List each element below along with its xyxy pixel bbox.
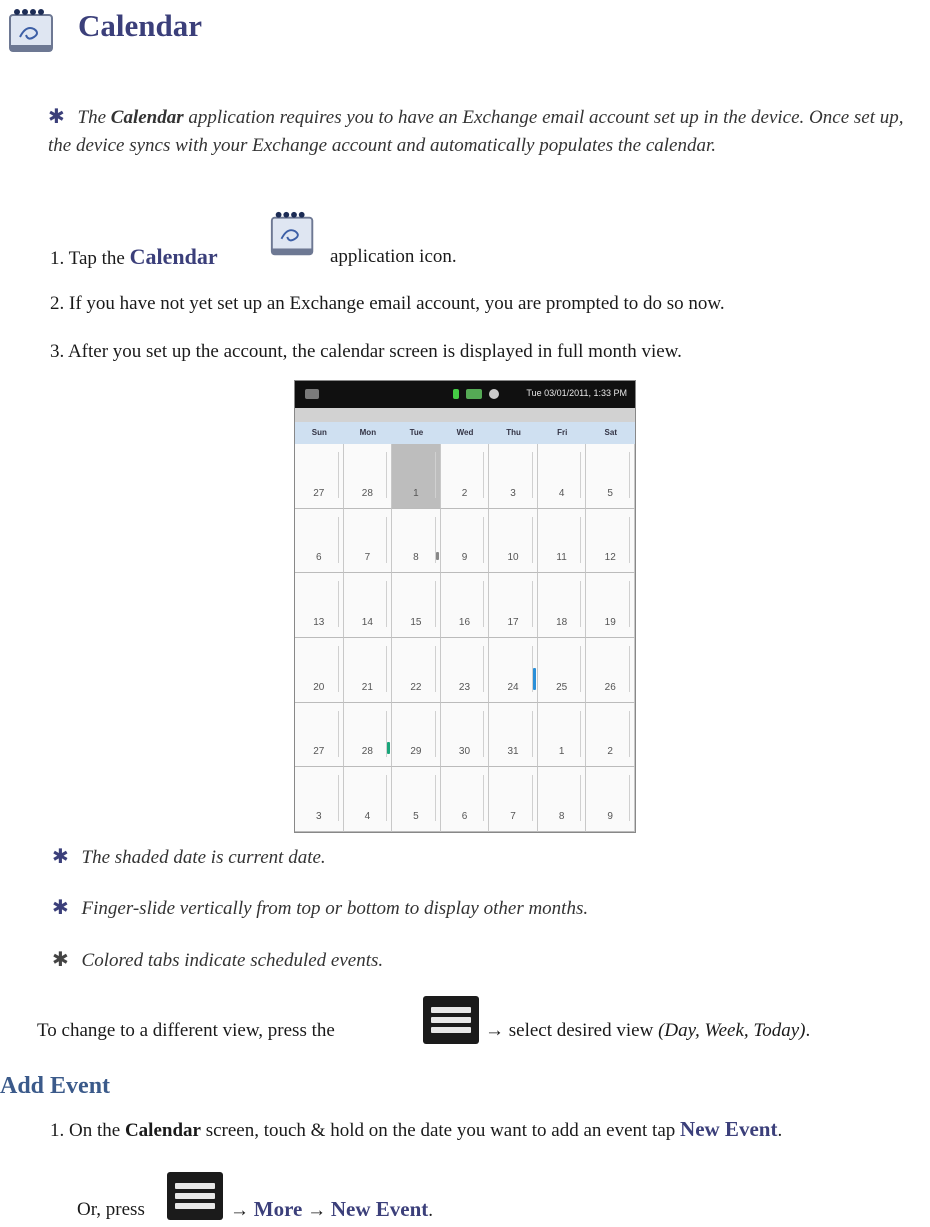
- day-number: 8: [413, 552, 419, 564]
- day-number: 28: [361, 746, 373, 758]
- day-cell[interactable]: [441, 509, 490, 574]
- day-number: 18: [556, 616, 568, 628]
- day-number: 31: [507, 746, 519, 758]
- period: .: [805, 1020, 811, 1041]
- weekday-label: Fri: [557, 428, 568, 437]
- weekday-label: Sun: [311, 428, 327, 437]
- day-number: 10: [507, 552, 519, 564]
- day-cell[interactable]: [344, 509, 393, 574]
- day-number: 30: [458, 746, 471, 758]
- weekday-label: Tue: [409, 428, 424, 437]
- day-number: 6: [461, 810, 468, 822]
- period: .: [428, 1200, 433, 1221]
- day-number: 2: [607, 746, 613, 758]
- battery-icon: [466, 389, 482, 399]
- day-cell[interactable]: [489, 573, 538, 638]
- event-tab[interactable]: [436, 552, 439, 560]
- calendar-app-icon-inline: [268, 207, 320, 268]
- day-cell[interactable]: [392, 767, 441, 832]
- status-time: Tue 03/01/2011, 1:33 PM: [526, 388, 627, 398]
- new-event-label: New Event: [330, 1197, 429, 1221]
- day-cell[interactable]: [344, 444, 393, 509]
- step-number: 2.: [50, 293, 65, 314]
- day-cell[interactable]: [489, 638, 538, 703]
- day-cell[interactable]: [538, 703, 587, 768]
- day-cell[interactable]: [441, 703, 490, 768]
- asterisk-icon: ✱: [52, 949, 69, 971]
- step-1: [50, 244, 218, 270]
- day-number: 15: [410, 616, 422, 628]
- alarm-icon: [489, 389, 499, 399]
- day-cell[interactable]: [586, 638, 635, 703]
- status-bar: [295, 381, 635, 408]
- day-number: 24: [507, 681, 519, 693]
- day-number: 9: [461, 552, 468, 564]
- day-cell[interactable]: [538, 509, 587, 574]
- day-cell[interactable]: [489, 767, 538, 832]
- note-text: Colored tabs indicate scheduled events.: [81, 950, 384, 971]
- day-number: 14: [361, 616, 373, 628]
- change-view-tail: [485, 1020, 810, 1042]
- day-cell[interactable]: [441, 767, 490, 832]
- day-number: 6: [316, 552, 322, 564]
- day-number: 25: [556, 681, 568, 693]
- day-number: 1: [558, 746, 565, 758]
- day-number: 21: [361, 681, 373, 693]
- day-cell[interactable]: [489, 509, 538, 574]
- period: .: [777, 1120, 783, 1141]
- day-number: 27: [313, 487, 325, 499]
- note-finger-slide: [52, 894, 588, 923]
- day-number: 26: [604, 681, 616, 693]
- day-cell[interactable]: [295, 638, 344, 703]
- event-tab[interactable]: [387, 742, 390, 754]
- day-number: 16: [458, 616, 471, 628]
- day-number: 20: [313, 681, 325, 693]
- note-shaded-date: [52, 843, 326, 872]
- day-cell[interactable]: [392, 638, 441, 703]
- arrow-icon: →: [485, 1020, 504, 1041]
- step-number: 1.: [50, 1120, 65, 1141]
- day-number: 11: [556, 552, 567, 564]
- step-1-tail: application icon.: [330, 246, 457, 267]
- menu-key-icon: [167, 1172, 223, 1220]
- day-cell[interactable]: [538, 573, 587, 638]
- intro-note-text: The: [77, 107, 111, 128]
- day-number: 1: [413, 487, 419, 499]
- day-number: 7: [364, 552, 371, 564]
- day-number: 5: [413, 810, 419, 822]
- view-options: (Day, Week, Today): [658, 1020, 806, 1041]
- weekday-label: Sat: [604, 428, 617, 437]
- more-label: More: [253, 1197, 303, 1221]
- day-cell[interactable]: [586, 509, 635, 574]
- menu-key-icon: [423, 996, 479, 1044]
- note-colored-tabs: [52, 946, 383, 975]
- day-cell[interactable]: [295, 573, 344, 638]
- page-title: Calendar: [78, 8, 202, 43]
- day-cell[interactable]: [586, 703, 635, 768]
- section-heading: Add Event: [0, 1073, 111, 1099]
- day-cell[interactable]: [489, 703, 538, 768]
- calendar-bold: Calendar: [124, 1120, 201, 1141]
- step-number: 3.: [50, 341, 65, 362]
- day-number: 27: [313, 746, 325, 758]
- day-cell[interactable]: [392, 444, 441, 509]
- day-cell[interactable]: [586, 767, 635, 832]
- day-number: 13: [313, 616, 325, 628]
- day-number: 3: [316, 810, 322, 822]
- intro-note-text-rest: application requires you to have an Exchange email account set up in the device. Once set up, the device syncs with your Exchange account and automatically populates the calendar.: [48, 107, 904, 156]
- day-number: 2: [461, 487, 468, 499]
- step-number: 1.: [50, 248, 65, 269]
- day-number: 23: [458, 681, 471, 693]
- weekday-label: Wed: [456, 428, 474, 437]
- step-text: Tap the: [68, 248, 130, 269]
- change-view-text: To change to a different view, press the: [37, 1020, 335, 1041]
- or-press-tail: [230, 1197, 433, 1222]
- day-cell[interactable]: [295, 767, 344, 832]
- day-number: 12: [604, 552, 616, 564]
- intro-note: [48, 103, 928, 160]
- step-text: If you have not yet set up an Exchange email account, you are prompted to do so now.: [69, 293, 725, 314]
- signal-icon: [453, 389, 459, 399]
- day-cell[interactable]: [538, 444, 587, 509]
- day-cell[interactable]: [538, 767, 587, 832]
- weekday-header: [295, 422, 635, 444]
- day-cell[interactable]: [344, 573, 393, 638]
- day-number: 7: [510, 810, 516, 822]
- calendar-app-icon: [6, 5, 60, 57]
- day-number: 22: [410, 681, 422, 693]
- change-view-select: select desired view: [504, 1020, 659, 1041]
- weekday-label: Thu: [506, 428, 521, 437]
- day-cell[interactable]: [344, 767, 393, 832]
- day-cell[interactable]: [441, 444, 490, 509]
- day-cell[interactable]: [295, 444, 344, 509]
- asterisk-icon: ✱: [52, 897, 69, 919]
- day-number: 28: [361, 487, 373, 499]
- event-tab[interactable]: [533, 668, 536, 690]
- calendar-screenshot: [294, 380, 636, 833]
- day-cell[interactable]: [489, 444, 538, 509]
- intro-note-bold: Calendar: [110, 107, 184, 128]
- day-number: 3: [510, 487, 516, 499]
- day-cell[interactable]: [392, 509, 441, 574]
- arrow-icon: →: [230, 1200, 249, 1221]
- day-cell[interactable]: [344, 638, 393, 703]
- day-cell[interactable]: [441, 573, 490, 638]
- step-text: After you set up the account, the calendar screen is displayed in full month view.: [67, 341, 682, 362]
- day-cell[interactable]: [586, 444, 635, 509]
- day-number: 17: [507, 616, 519, 628]
- weekday-label: Mon: [359, 428, 377, 437]
- day-number: 5: [607, 487, 613, 499]
- asterisk-icon: ✱: [52, 846, 69, 868]
- new-event-label: New Event: [680, 1117, 778, 1141]
- day-number: 19: [604, 616, 616, 628]
- day-number: 4: [558, 487, 565, 499]
- day-cell[interactable]: [392, 573, 441, 638]
- day-cell[interactable]: [392, 703, 441, 768]
- day-number: 29: [410, 746, 422, 758]
- day-number: 4: [364, 810, 371, 822]
- note-text: The shaded date is current date.: [81, 847, 326, 868]
- notification-icon: [305, 389, 319, 399]
- note-text: Finger-slide vertically from top or bottom to display other months.: [81, 898, 589, 919]
- step-3: [50, 341, 682, 363]
- day-cell[interactable]: [441, 638, 490, 703]
- step-2: [50, 293, 725, 315]
- month-grid: [295, 444, 635, 832]
- calendar-link: Calendar: [129, 244, 218, 269]
- title-bar: [295, 408, 635, 422]
- or-press-text: Or, press: [77, 1199, 145, 1220]
- day-cell[interactable]: [295, 703, 344, 768]
- day-number: 9: [607, 810, 613, 822]
- arrow-icon: →: [307, 1200, 327, 1221]
- asterisk-icon: ✱: [48, 106, 65, 128]
- day-cell[interactable]: [538, 638, 587, 703]
- day-number: 8: [558, 810, 565, 822]
- step-text-mid: screen, touch & hold on the date you want to add an event tap: [200, 1120, 681, 1141]
- step-text: On the: [69, 1120, 125, 1141]
- day-cell[interactable]: [295, 509, 344, 574]
- day-cell[interactable]: [586, 573, 635, 638]
- day-cell[interactable]: [344, 703, 393, 768]
- add-event-step-1: [50, 1114, 910, 1146]
